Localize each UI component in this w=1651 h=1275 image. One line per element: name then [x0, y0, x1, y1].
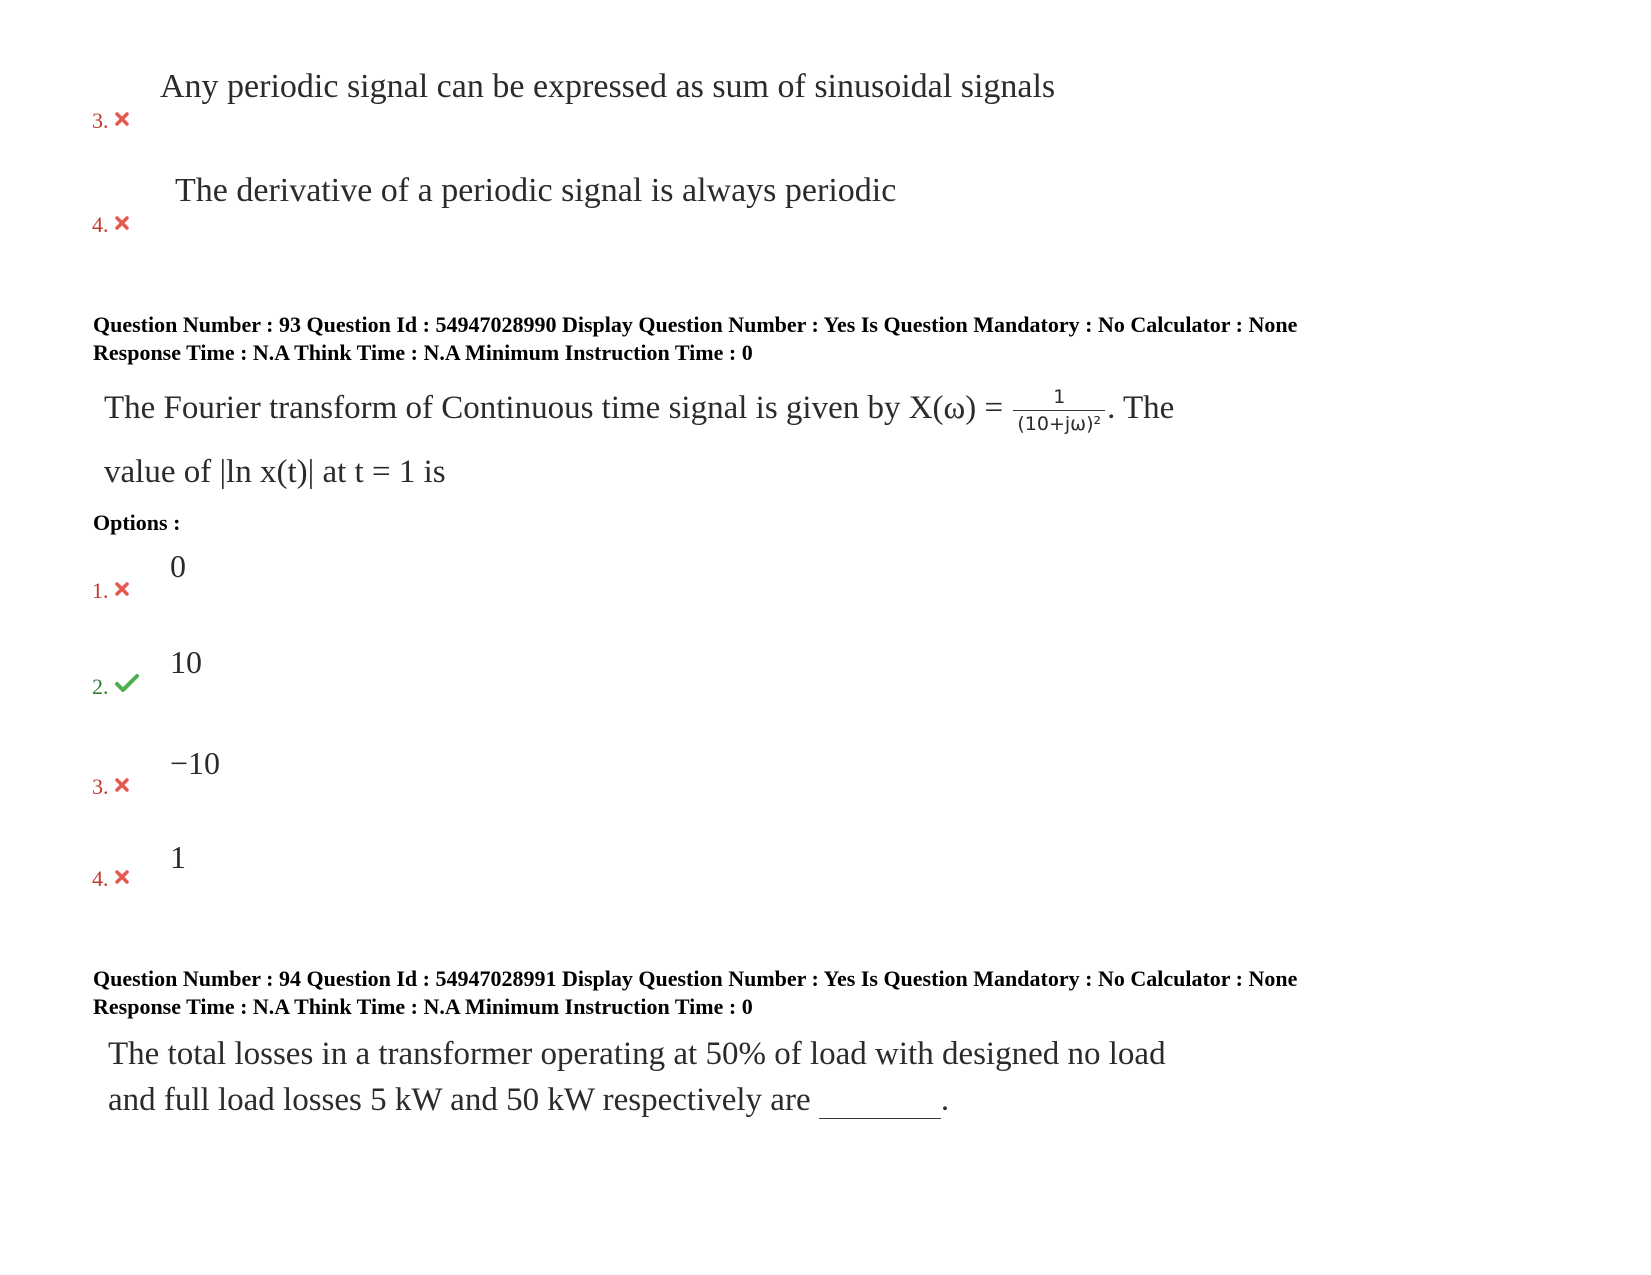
option-number-label: 3.: [92, 774, 109, 799]
question-text-line: value of |ln x(t)| at t = 1 is: [104, 454, 446, 490]
question-text: [104, 386, 1174, 435]
question-text-part: and full load losses 5 kW and 50 kW respectively are: [108, 1082, 819, 1118]
option-number: [92, 576, 129, 604]
option-text: 0: [170, 548, 186, 584]
option-text: 10: [170, 644, 202, 680]
question-text-part: . The: [1107, 390, 1175, 427]
fraction-numerator: 1: [1013, 386, 1105, 411]
question-meta: [93, 311, 1297, 367]
cross-icon: [115, 576, 129, 602]
option-number-label: 4.: [92, 212, 109, 237]
option-number: [92, 772, 129, 800]
answer-blank: [819, 1088, 941, 1119]
question-meta-line: Response Time : N.A Think Time : N.A Minimum Instruction Time : 0: [93, 340, 753, 365]
cross-icon: [115, 210, 129, 236]
check-icon: [115, 672, 139, 698]
option-number: [92, 106, 129, 134]
option-number: [92, 864, 129, 892]
option-number-label: 2.: [92, 674, 109, 699]
option-text: The derivative of a periodic signal is always periodic: [175, 172, 897, 209]
question-text-line: [108, 1082, 949, 1119]
fraction-denominator: (10+jω)²: [1017, 413, 1102, 435]
cross-icon: [115, 864, 129, 890]
question-meta: [93, 965, 1297, 1021]
question-meta-line: Question Number : 93 Question Id : 54947028990 Display Question Number : Yes Is Question Mandatory : No Calculator : None: [93, 312, 1298, 337]
option-number-label: 1.: [92, 578, 109, 603]
cross-icon: [115, 772, 129, 798]
question-text-part: The Fourier transform of Continuous time signal is given by X(ω) =: [104, 390, 1012, 427]
option-number-label: 3.: [92, 108, 109, 133]
options-label: Options :: [93, 510, 181, 535]
option-text: −10: [170, 745, 221, 781]
cross-icon: [115, 106, 129, 132]
question-text-line: The total losses in a transformer operating at 50% of load with designed no load: [108, 1036, 1166, 1072]
option-text: Any periodic signal can be expressed as sum of sinusoidal signals: [160, 68, 1056, 105]
option-number: [92, 210, 129, 238]
question-meta-line: Response Time : N.A Think Time : N.A Minimum Instruction Time : 0: [93, 994, 753, 1019]
option-number: [92, 672, 139, 700]
question-meta-line: Question Number : 94 Question Id : 54947028991 Display Question Number : Yes Is Question Mandatory : No Calculator : None: [93, 966, 1298, 991]
option-text: 1: [170, 839, 186, 875]
fraction: [1013, 386, 1105, 435]
option-number-label: 4.: [92, 866, 109, 891]
question-text-part: .: [940, 1082, 950, 1118]
